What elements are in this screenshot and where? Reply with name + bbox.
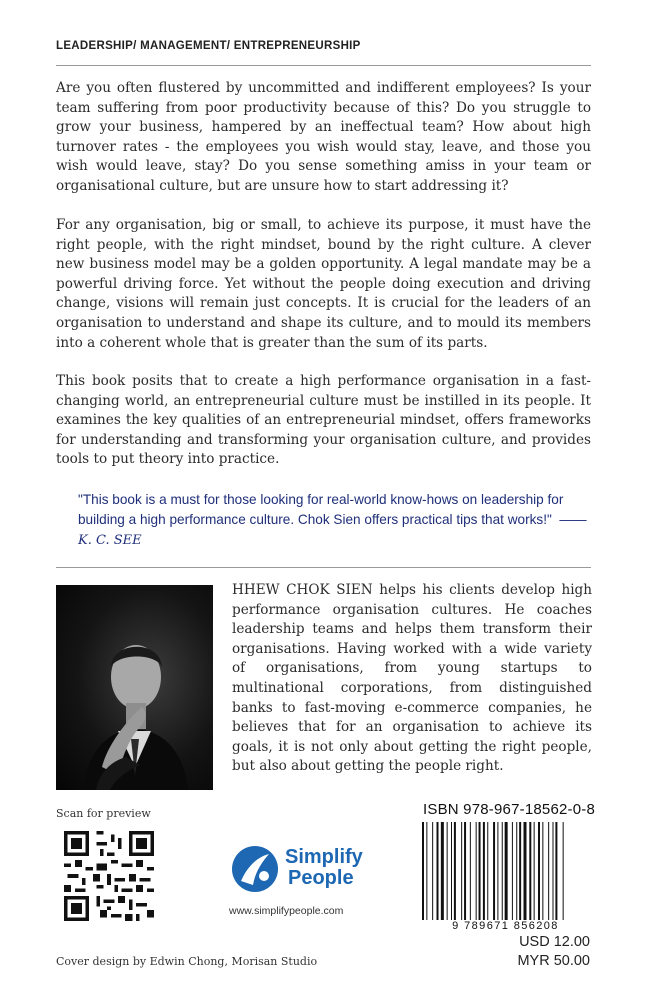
qr-code[interactable] — [64, 831, 154, 921]
author-photo — [56, 585, 213, 790]
publisher-logo-text — [285, 847, 363, 889]
barcode-bar — [483, 822, 485, 920]
barcode-bar — [479, 822, 481, 920]
barcode-bar — [553, 822, 554, 920]
author-bio: HHEW CHOK SIEN helps his clients develop high performance organisation cultures. He coaches leadership teams and helps them transform their organisations. Having worked with a wide variety of organisations, from young startups to multinational corporations, from distinguished banks to fast-moving e-commerce companies, he believes that for an organisation to achieve its goals, it is not only about getting the right people, but also about getting the people right. — [232, 582, 592, 775]
publisher-name-line-1: Simplify — [285, 846, 363, 868]
barcode-bar — [505, 822, 508, 920]
barcode-bar — [512, 822, 513, 920]
barcode-bar — [519, 822, 521, 920]
barcode-bar — [441, 822, 444, 920]
barcode-bar — [426, 822, 427, 920]
barcode-bar — [461, 822, 462, 920]
blurb-paragraph-3: This book posits that to create a high performance organisation in a fast-changing world, an entrepreneurial culture must be instilled in its people. It examines the key qualities of an entrepreneurial mindset, offers frameworks for understanding and transforming your organisation culture, and provides tools to put theory into practice. — [56, 373, 591, 468]
barcode-bar — [447, 822, 448, 920]
barcode-bar — [529, 822, 531, 920]
testimonial-quote: "This book is a must for those looking for real-world know-hows on leadership for building a high performance culture. Chok Sien offers practical tips that works!" — [78, 492, 564, 527]
barcode-bar — [502, 822, 503, 920]
middle-divider — [56, 567, 591, 568]
barcode-number: 9 789671 856208 — [452, 920, 559, 932]
testimonial-dash: —— — [559, 511, 587, 527]
barcode-bar — [470, 822, 471, 920]
price-usd: USD 12.00 — [519, 934, 590, 950]
barcode-bar — [534, 822, 535, 920]
price-myr: MYR 50.00 — [517, 953, 590, 969]
barcode-bar — [538, 822, 540, 920]
barcode-bar — [548, 822, 549, 920]
isbn-label: ISBN 978-967-18562-0-8 — [423, 801, 596, 818]
cover-design-credit: Cover design by Edwin Chong, Morisan Studio — [56, 955, 318, 968]
barcode-bar — [437, 822, 439, 920]
barcode-bar — [464, 822, 466, 920]
blurb-paragraph-1: Are you often flustered by uncommitted and indifferent employees? Is your team suffering from poor productivity because of this? Do you struggle to grow your business, hampered by an ineffectual team? How about high turnover rates - the employees you wish would stay, leave, and those you wish would leave, stay? Do you sense something amiss in your team or organisational culture, but are unsure how to start addressing it? — [56, 80, 591, 194]
testimonial-author: K. C. SEE — [78, 532, 142, 548]
barcode-bar — [563, 822, 564, 920]
barcode-bar — [454, 822, 456, 920]
category-label: LEADERSHIP/ MANAGEMENT/ ENTREPRENEURSHIP — [56, 40, 361, 52]
barcode-bar — [432, 822, 433, 920]
top-divider — [56, 65, 591, 66]
isbn-barcode — [420, 822, 590, 920]
scan-label: Scan for preview — [56, 807, 151, 820]
barcode-bar — [487, 822, 488, 920]
barcode-bar — [493, 822, 495, 920]
simplify-people-logo-icon — [231, 845, 279, 893]
blurb-paragraph-2: For any organisation, big or small, to achieve its purpose, it must have the right people, with the right mindset, bound by the right culture. A clever new business model may be a golden opportunity. A legal mandate may be a powerful driving force. Yet without the people doing execution and driving change, visions will remain just concepts. It is crucial for the leaders of an organisation to understand and shape its culture, and to mould its members into a coherent whole that is greater than the sum of its parts. — [56, 217, 591, 351]
testimonial — [78, 490, 588, 550]
publisher-name-line-2: People — [288, 867, 354, 889]
barcode-bar — [516, 822, 517, 920]
barcode-bar — [476, 822, 477, 920]
barcode-bar — [524, 822, 527, 920]
barcode-bar — [497, 822, 498, 920]
barcode-bar — [555, 822, 557, 920]
barcode-bar — [542, 822, 543, 920]
publisher-url[interactable]: www.simplifypeople.com — [229, 905, 344, 917]
author-silhouette — [56, 585, 213, 790]
barcode-bar — [422, 822, 424, 920]
barcode-bar — [451, 822, 452, 920]
